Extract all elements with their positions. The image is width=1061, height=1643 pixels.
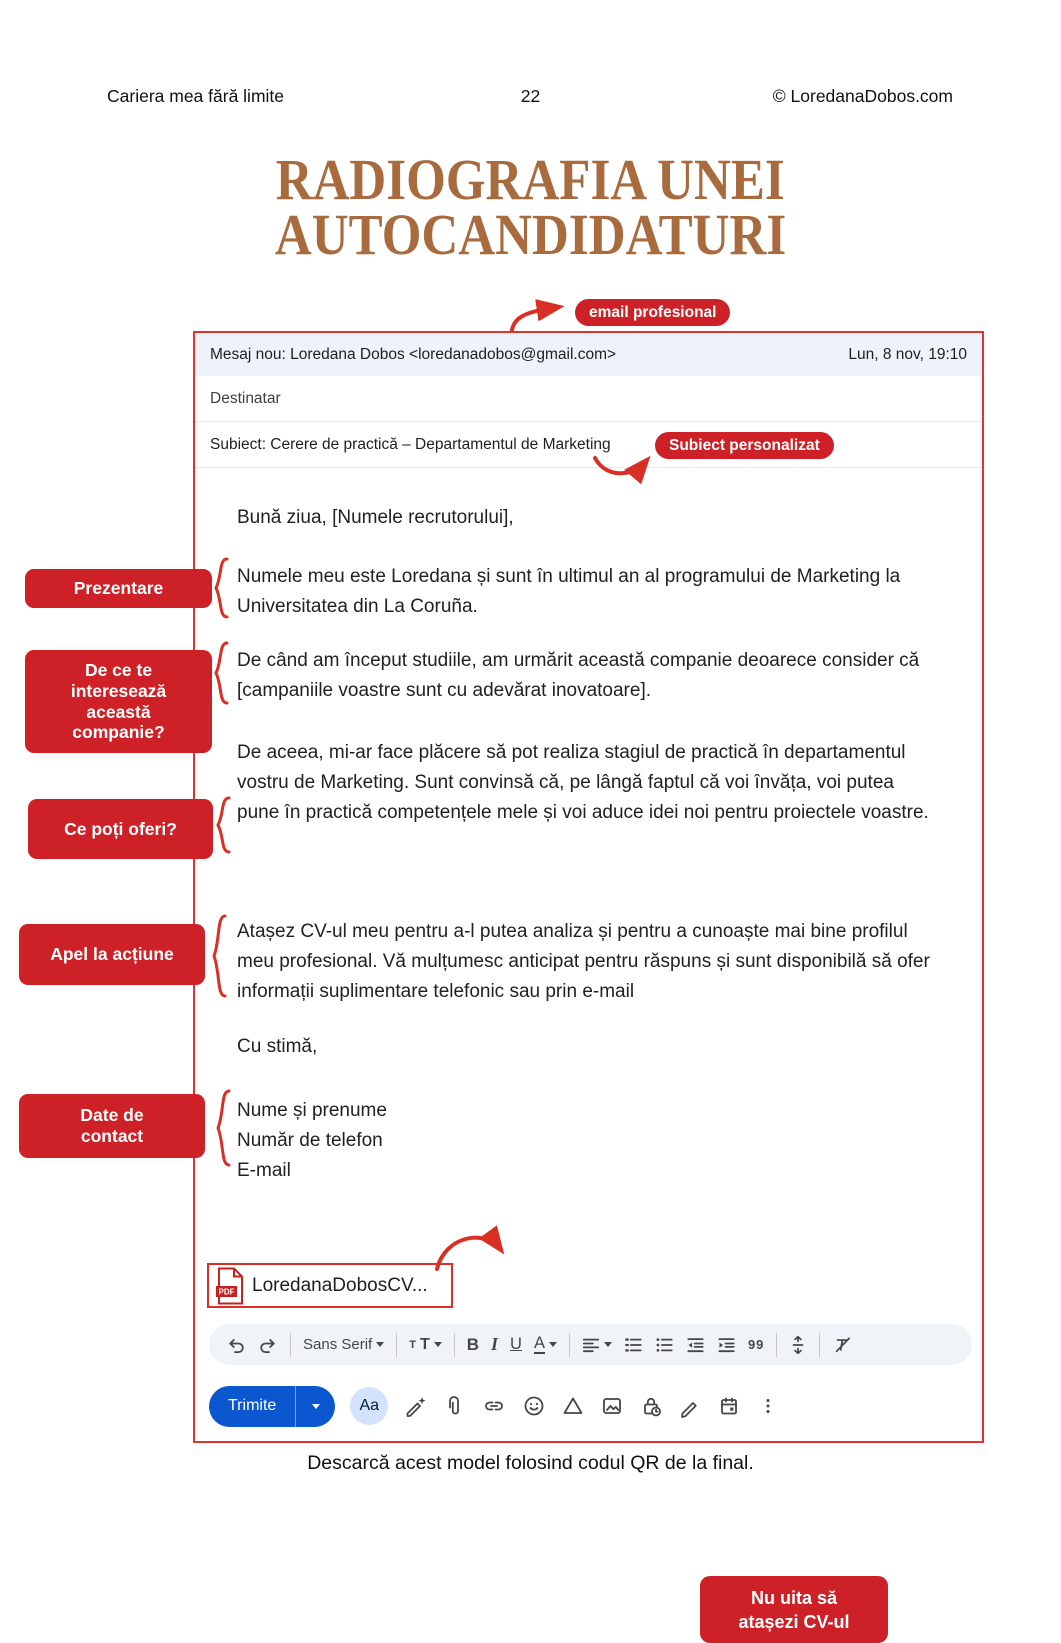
insert-emoji-icon[interactable] — [522, 1394, 546, 1418]
toolbar-divider — [396, 1333, 397, 1357]
curved-arrow-icon — [587, 445, 667, 485]
font-size-button[interactable]: T T — [409, 1336, 442, 1354]
recipient-field[interactable] — [195, 376, 982, 422]
email-greeting[interactable]: Bună ziua, [Numele recrutorului], — [237, 507, 514, 528]
underline-button[interactable]: U — [510, 1335, 522, 1353]
quote-icon[interactable]: 99 — [747, 1337, 765, 1352]
insert-link-icon[interactable] — [481, 1394, 507, 1418]
help-me-write-icon[interactable] — [403, 1394, 427, 1418]
insert-image-icon[interactable] — [600, 1394, 624, 1418]
signature-line: Număr de telefon — [237, 1130, 383, 1151]
toolbar-divider — [776, 1333, 777, 1357]
page-footer: Descarcă acest model folosind codul QR de la final. — [307, 1452, 754, 1474]
formatting-options-button[interactable]: Aa — [350, 1387, 388, 1425]
signature-line: E-mail — [237, 1160, 291, 1181]
clear-formatting-icon[interactable] — [832, 1336, 852, 1354]
page-title-line2: AUTOCANDIDATURI — [274, 202, 787, 267]
font-family-select[interactable]: Sans Serif — [303, 1336, 384, 1353]
numbered-list-icon[interactable] — [624, 1336, 643, 1354]
email-signature[interactable] — [237, 1096, 937, 1186]
chevron-down-icon — [376, 1342, 384, 1347]
recipient-label: Destinatar — [210, 389, 281, 407]
page-title-line1: RADIOGRAFIA UNEI — [275, 147, 786, 212]
chevron-down-icon — [312, 1404, 320, 1409]
subiect-personalizat-badge: Subiect personalizat — [655, 432, 834, 459]
chevron-down-icon — [434, 1342, 442, 1347]
compose-header-bar — [195, 333, 982, 376]
brace-icon — [214, 796, 234, 858]
book-title: Cariera mea fără limite — [107, 86, 284, 106]
drive-icon[interactable] — [561, 1394, 585, 1418]
compose-actions-row — [209, 1385, 780, 1427]
email-paragraph[interactable]: De când am început studiile, am urmărit această companie deoarece consider că [campaniile voastre sunt cu adevărat inovatoare]. — [237, 650, 920, 701]
attach-file-icon[interactable] — [442, 1394, 466, 1418]
send-button[interactable]: Trimite — [209, 1386, 335, 1427]
email-paragraph[interactable]: Atașez CV-ul meu pentru a-l putea analiza și pentru a cunoaște mai bine profilul meu profesional. Vă mulțumesc anticipat pentru răspuns și sunt disponibilă să ofer informații suplimentare telefonic sau prin e-mail — [237, 921, 930, 1002]
attachment-name: LoredanaDobosCV... — [252, 1274, 428, 1296]
brace-icon — [212, 641, 232, 707]
copyright: © LoredanaDobos.com — [772, 86, 953, 106]
bold-button[interactable]: B — [466, 1334, 479, 1354]
attachment-chip[interactable] — [207, 1263, 453, 1308]
signature-line: Nume și prenume — [237, 1100, 387, 1121]
pdf-file-icon — [215, 1267, 245, 1305]
compose-timestamp: Lun, 8 nov, 19:10 — [848, 345, 967, 363]
brace-icon — [212, 557, 232, 621]
signature-pen-icon[interactable] — [678, 1394, 702, 1418]
side-label-de-ce-te-intereseaza: De ce te interesează această companie? — [25, 650, 212, 753]
attach-cv-badge: Nu uita să atașezi CV-ul — [700, 1576, 888, 1643]
text-color-button[interactable]: A — [534, 1335, 557, 1355]
brace-icon — [210, 914, 230, 1000]
send-options-button[interactable] — [296, 1386, 335, 1427]
svg-text:PDF: PDF — [218, 1287, 235, 1296]
compose-from: Mesaj nou: Loredana Dobos <loredanadobos@gmail.com> — [210, 345, 617, 363]
indent-icon[interactable] — [717, 1336, 736, 1354]
bulleted-list-icon[interactable] — [655, 1336, 674, 1354]
italic-button[interactable]: I — [491, 1334, 499, 1354]
curved-arrow-icon — [427, 1224, 522, 1279]
outdent-icon[interactable] — [686, 1336, 705, 1354]
undo-icon[interactable] — [226, 1336, 246, 1354]
email-closing[interactable]: Cu stimă, — [237, 1036, 318, 1057]
toolbar-divider — [290, 1333, 291, 1357]
email-paragraph[interactable]: Numele meu este Loredana și sunt în ultimul an al programului de Marketing la Universitatea din La Coruña. — [237, 566, 901, 617]
email-profesional-badge: email profesional — [575, 299, 730, 326]
side-label-date-de-contact: Date de contact — [19, 1094, 205, 1158]
page-number: 22 — [520, 86, 541, 106]
email-paragraph[interactable]: De aceea, mi-ar face plăcere să pot realiza stagiul de practică în departamentul vostru de Marketing. Sunt convinsă că, pe lângă faptul că voi învăța, voi putea pune în practică competențele mele și voi aduce idei noi pentru proiectele voastre. — [237, 742, 929, 823]
brace-icon — [214, 1089, 234, 1169]
chevron-down-icon — [604, 1342, 612, 1347]
align-button[interactable] — [582, 1336, 612, 1354]
confidential-mode-icon[interactable] — [639, 1394, 663, 1418]
redo-icon[interactable] — [258, 1336, 278, 1354]
side-label-ce-poti-oferi: Ce poți oferi? — [28, 799, 213, 859]
toolbar-divider — [819, 1333, 820, 1357]
subject-text: Subiect: Cerere de practică – Departamentul de Marketing — [210, 435, 611, 453]
schedule-calendar-icon[interactable] — [717, 1394, 741, 1418]
toolbar-divider — [454, 1333, 455, 1357]
formatting-toolbar — [209, 1324, 972, 1365]
page-title — [0, 147, 1061, 267]
toolbar-divider — [569, 1333, 570, 1357]
line-spacing-icon[interactable] — [789, 1335, 807, 1355]
page-header — [0, 86, 1061, 112]
more-options-icon[interactable] — [756, 1394, 780, 1418]
side-label-prezentare: Prezentare — [25, 569, 212, 608]
side-label-apel-la-actiune: Apel la acțiune — [19, 924, 205, 985]
chevron-down-icon — [549, 1342, 557, 1347]
